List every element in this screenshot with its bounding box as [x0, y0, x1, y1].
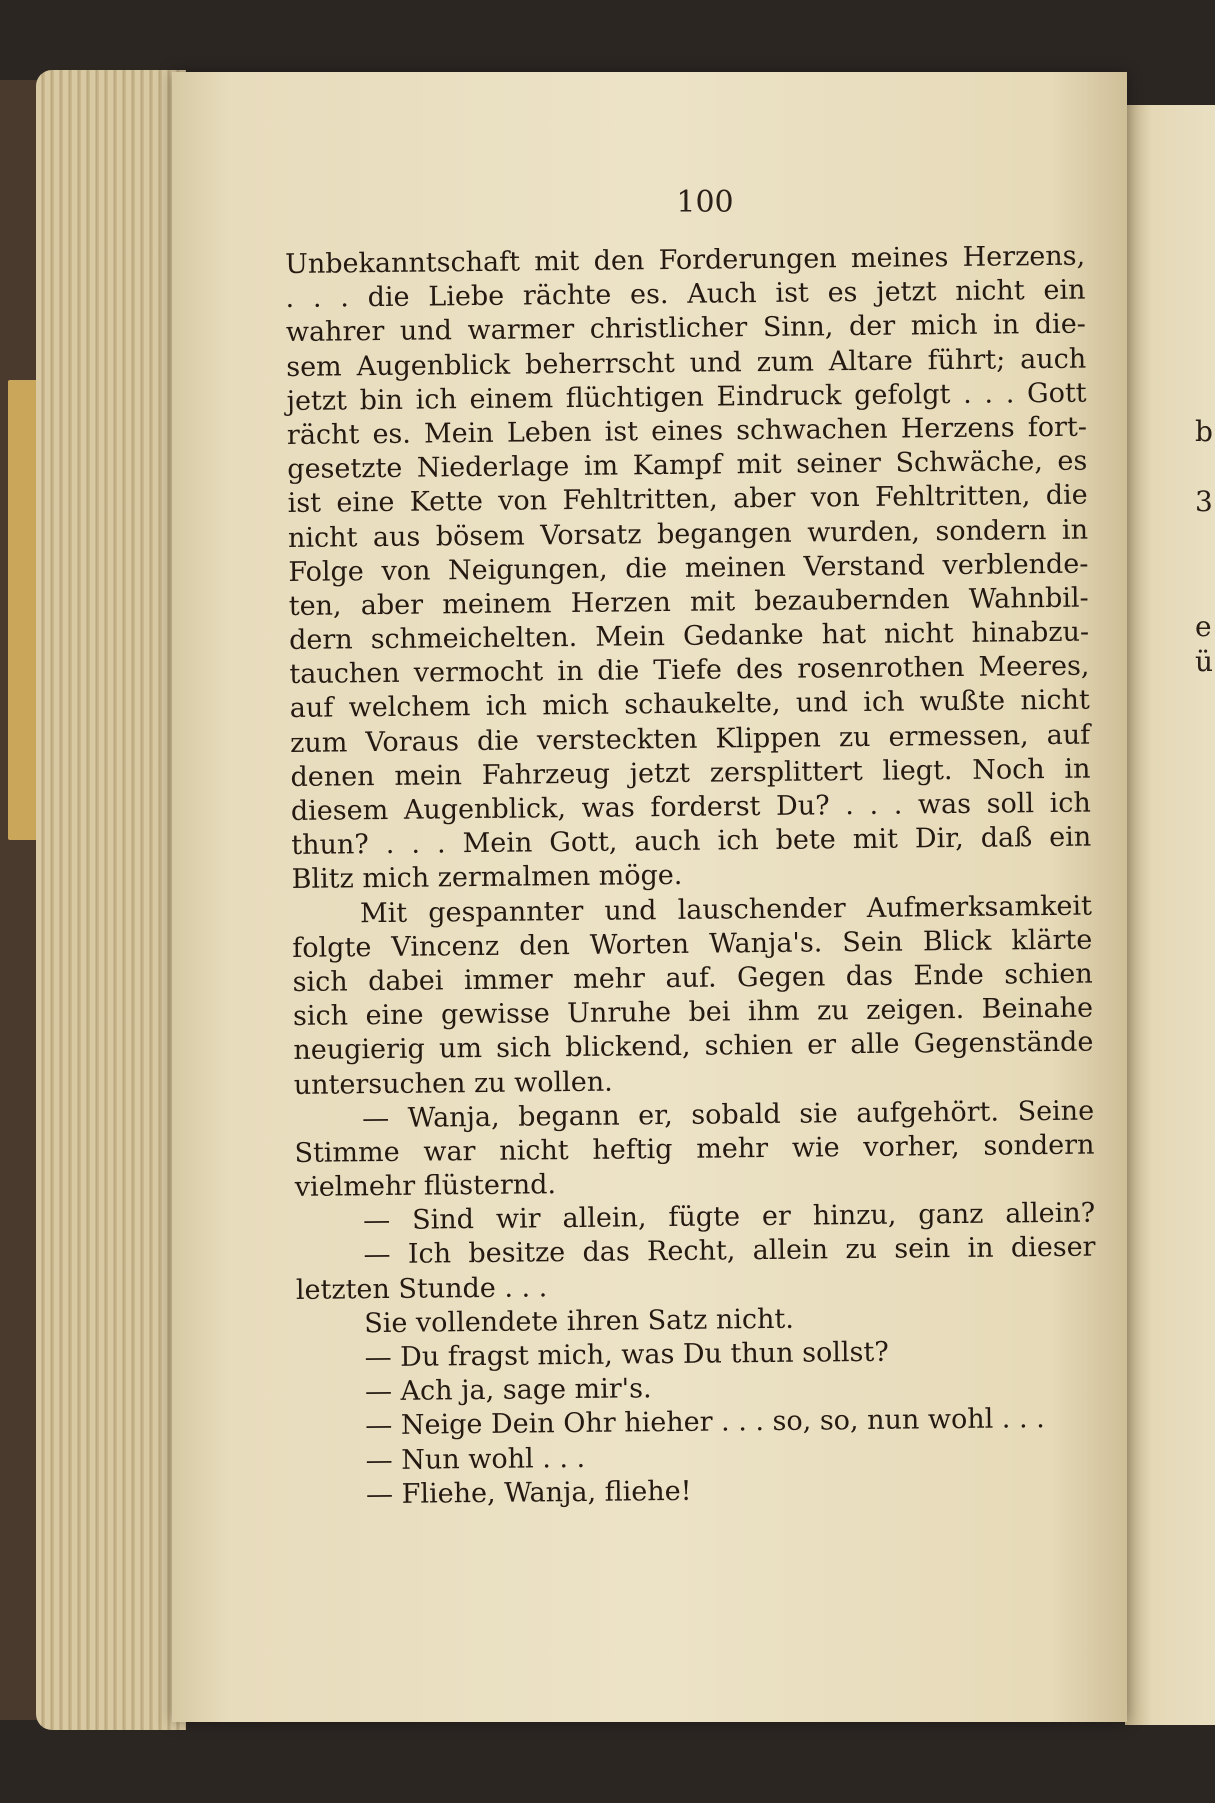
text-line: . . . die Liebe rächte es. Auch ist es jetzt nicht ein — [285, 274, 1086, 315]
text-line: rächt es. Mein Leben ist eines schwachen Herzens fort- — [286, 411, 1088, 451]
text-line: gesetzte Niederlage im Kampf mit seiner Schwäche, es — [287, 445, 1088, 486]
text-line: untersuchen zu wollen. — [293, 1066, 613, 1101]
text-line: Unbekanntschaft mit den Forderungen meines Herzens, — [285, 240, 1086, 280]
body-text — [285, 240, 1098, 1513]
text-line: — Ich besitze das Recht, allein zu sein in dieser — [363, 1232, 1096, 1271]
text-line: — Sind wir allein, fügte er hinzu, ganz allein? — [363, 1197, 1096, 1237]
text-line: letzten Stunde . . . — [295, 1271, 548, 1306]
text-line: wahrer und warmer christlicher Sinn, der mich in die- — [285, 308, 1087, 349]
text-line: sich dabei immer mehr auf. Gegen das Ende schien — [292, 958, 1093, 998]
text-line: Folge von Neigungen, die meinen Verstand verblende- — [288, 548, 1089, 588]
text-line: — Ach ja, sage mir's. — [364, 1373, 652, 1408]
text-line: nicht aus bösem Vorsatz begangen wurden, sondern in — [287, 514, 1089, 554]
text-line: denen mein Fahrzeug jetzt zersplittert liegt. Noch in — [290, 753, 1091, 793]
next-page-fragment: b — [1195, 415, 1213, 448]
text-line: Sie vollendete ihren Satz nicht. — [364, 1303, 795, 1340]
next-page-fragment: 3 — [1195, 485, 1213, 518]
text-line: tauchen vermocht in die Tiefe des rosenrothen Meeres, — [289, 650, 1090, 691]
next-page-fragment: ü — [1195, 645, 1214, 678]
text-line: dern schmeichelten. Mein Gedanke hat nicht hinabzu- — [288, 616, 1090, 657]
next-page-edge — [1125, 105, 1215, 1725]
text-line: Blitz mich zermalmen möge. — [291, 860, 683, 896]
text-line: auf welchem ich mich schaukelte, und ich wußte nicht — [289, 685, 1090, 725]
text-line: ten, aber meinem Herzen mit bezaubernden Wahnbil- — [288, 582, 1089, 622]
text-line: neugierig um sich blickend, schien er alle Gegenstände — [293, 1026, 1094, 1067]
text-line: Stimme war nicht heftig mehr wie vorher, sondern — [294, 1129, 1095, 1169]
text-line: vielmehr flüsternd. — [294, 1169, 557, 1204]
text-line: — Neige Dein Ohr hieher . . . so, so, nun wohl . . . — [365, 1403, 1045, 1442]
text-line: ist eine Kette von Fehltritten, aber von Fehltritten, die — [287, 479, 1088, 520]
text-line: — Wanja, begann er, sobald sie aufgehört. Seine — [361, 1095, 1095, 1134]
text-line: folgte Vincenz den Worten Wanja's. Sein Blick klärte — [292, 924, 1093, 964]
page-edges — [36, 70, 186, 1730]
text-line: thun? . . . Mein Gott, auch ich bete mit Dir, daß ein — [291, 821, 1092, 862]
page-number: 100 — [676, 185, 734, 220]
text-line: zum Voraus die versteckten Klippen zu ermessen, auf — [290, 719, 1091, 759]
text-line: sem Augenblick beherrscht und zum Altare führt; auch — [286, 343, 1087, 383]
text-line: Mit gespannter und lauschender Aufmerksamkeit — [359, 890, 1093, 929]
text-line: sich eine gewisse Unruhe bei ihm zu zeigen. Beinahe — [292, 992, 1094, 1033]
next-page-fragment: e — [1195, 610, 1212, 643]
text-line: — Nun wohl . . . — [365, 1442, 586, 1476]
text-line: — Du fragst mich, was Du thun sollst? — [364, 1336, 889, 1374]
text-line: — Fliehe, Wanja, fliehe! — [365, 1475, 692, 1510]
text-line: jetzt bin ich einem flüchtigen Eindruck gefolgt . . . Gott — [286, 377, 1087, 417]
text-line: diesem Augenblick, was forderst Du? . . . was soll ich — [290, 787, 1092, 827]
